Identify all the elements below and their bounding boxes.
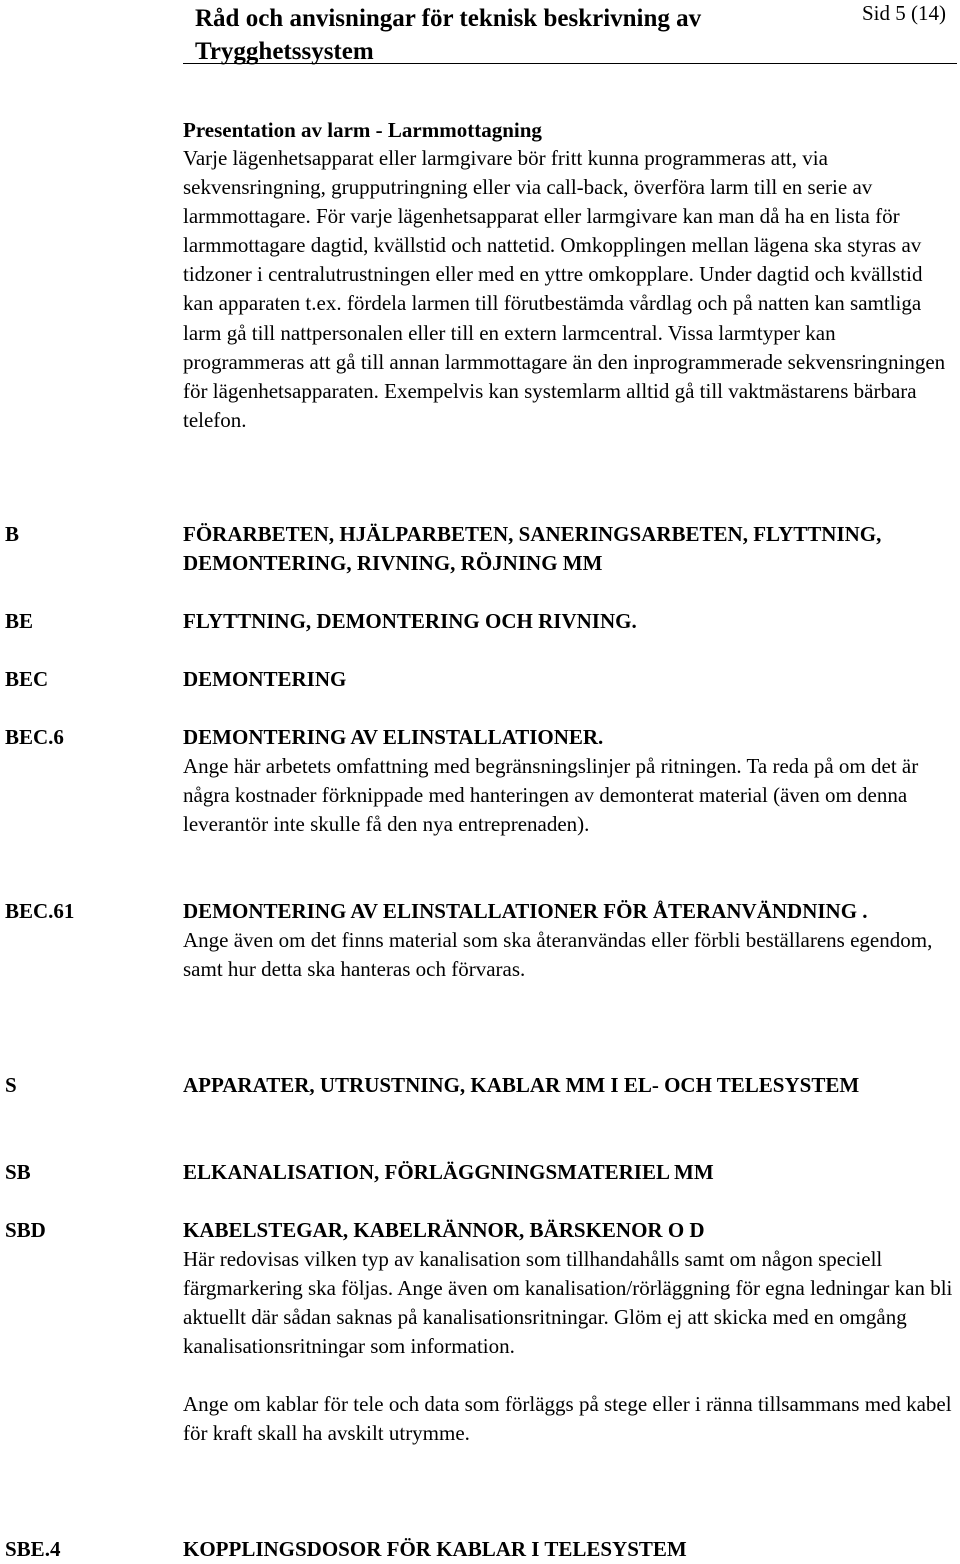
intro-paragraph: Varje lägenhetsapparat eller larmgivare bör fritt kunna programmeras att, via sekvensringning, grupputringning eller via call-back, överföra larm till en serie av larmmottagare. För varje lägenhetsapparat eller larmgivare kan man då ha en lista för larmmottagare dagtid, kvällstid och nattetid. Omkopplingen mellan lägena ska styras av tidzoner i centralutrustningen eller med en yttre omkopplare. Under dagtid och kvällstid kan apparaten t.ex. fördela larmen till förutbestämda vårdlag och på natten kan samtliga larm gå till nattpersonalen eller till en extern larmcentral. Vissa larmtyper kan programmeras att gå till annan larmmottagare än den inprogrammerade sekvensringningen för lägenhetsapparaten. Exempelvis kan systemlarm alltid gå till vaktmästarens bärbara telefon. — [183, 146, 946, 432]
section-title: ELKANALISATION, FÖRLÄGGNINGSMATERIEL MM — [183, 1160, 714, 1184]
section-code: B — [5, 522, 20, 546]
section-code: BE — [5, 609, 34, 633]
section-title: FLYTTNING, DEMONTERING OCH RIVNING. — [183, 609, 637, 633]
section-body: Ange här arbetets omfattning med begränsningslinjer på ritningen. Ta reda på om det är några kostnader förknippade med hanteringen av demonterat material (även om denna leverantör inte skulle få den nya entreprenaden). — [183, 754, 919, 837]
intro-section — [183, 116, 953, 435]
intro-heading: Presentation av larm - Larmmottagning — [183, 118, 542, 142]
section-body: Här redovisas vilken typ av kanalisation som tillhandahålls samt om någon speciell färgmarkering ska följas. Ange även om kanalisation/rörläggning för egna ledningar kan bli aktuellt där sådan saknas på kanalisationsritningar. Glöm ej att skicka med en omgång kanalisationsritningar som information. — [183, 1247, 953, 1359]
page-number: Sid 5 (14) — [862, 1, 946, 25]
section-code: SB — [5, 1160, 31, 1184]
section-code: SBD — [5, 1218, 46, 1242]
section-code: SBE.4 — [5, 1537, 61, 1561]
document-title: Råd och anvisningar för teknisk beskrivning av Trygghetssystem — [195, 5, 702, 65]
section-code: BEC.61 — [5, 899, 75, 923]
section-code: S — [5, 1073, 17, 1097]
section-body-2: Ange om kablar för tele och data som förläggs på stege eller i ränna tillsammans med kabel för kraft skall ha avskilt utrymme. — [183, 1392, 952, 1446]
section-title: APPARATER, UTRUSTNING, KABLAR MM I EL- OCH TELESYSTEM — [183, 1073, 860, 1097]
section-title: KABELSTEGAR, KABELRÄNNOR, BÄRSKENOR O D — [183, 1218, 705, 1242]
section-code: BEC — [5, 667, 49, 691]
section-code: BEC.6 — [5, 725, 64, 749]
header-divider — [183, 63, 957, 64]
section-title: DEMONTERING AV ELINSTALLATIONER. — [183, 725, 604, 749]
section-title: DEMONTERING — [183, 667, 347, 691]
section-title: KOPPLINGSDOSOR FÖR KABLAR I TELESYSTEM — [183, 1537, 687, 1561]
section-title: DEMONTERING AV ELINSTALLATIONER FÖR ÅTERANVÄNDNING . — [183, 899, 868, 923]
section-title: FÖRARBETEN, HJÄLPARBETEN, SANERINGSARBETEN, FLYTTNING, DEMONTERING, RIVNING, RÖJNING MM — [183, 522, 882, 575]
section-body: Ange även om det finns material som ska återanvändas eller förbli beställarens egendom, samt hur detta ska hanteras och förvaras. — [183, 928, 933, 982]
